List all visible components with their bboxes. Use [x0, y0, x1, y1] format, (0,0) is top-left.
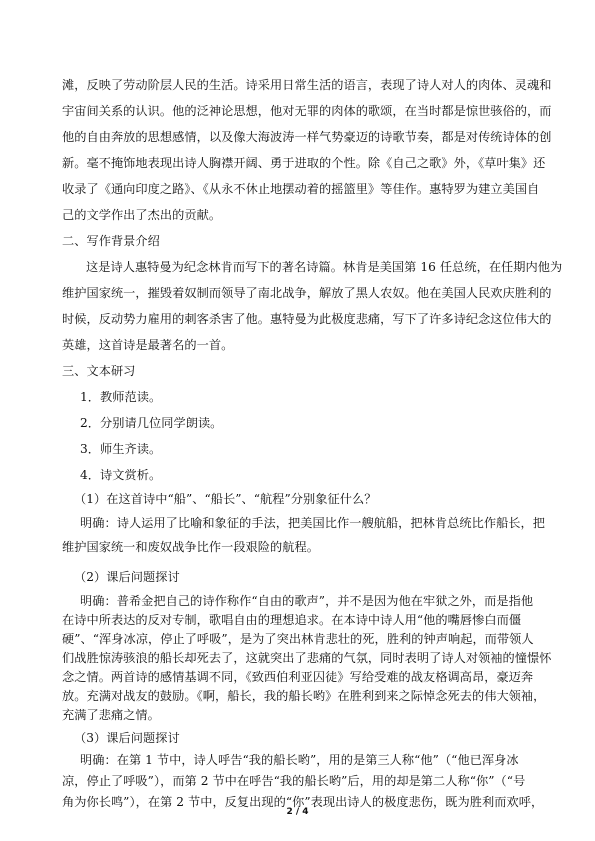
paragraph-line: 这是诗人惠特曼为纪念林肯而写下的著名诗篇。林肯是美国第 16 任总统，在任期内他为 — [86, 260, 563, 274]
answer-line: 角为你长鸣”），在第 2 节中，反复出现的“你”表现出诗人的极度悲伤，既为胜利而欢呼， — [62, 795, 544, 809]
answer-line: 维护国家统一和废奴战争比作一段艰险的航程。 — [62, 540, 319, 554]
paragraph-line: 新。毫不掩饰地表现出诗人胸襟开阔、勇于进取的个性。除《自己之歌》外，《草叶集》还 — [62, 156, 546, 170]
answer-line: 凉，停止了呼吸”），而第 2 节中在呼告“我的船长哟”后，用的却是第二人称“你”（“号 — [62, 774, 526, 788]
answer-line: 硬”、“浑身冰凉，停止了呼吸”，是为了突出林肯悲壮的死，胜利的钟声响起，而带领人 — [62, 632, 534, 646]
paragraph-line: 维护国家统一，摧毁着奴制而领导了南北战争，解放了黑人农奴。他在美国人民欢庆胜利的 — [62, 286, 552, 300]
answer-line: 在诗中所表达的反对专制，歌唱自由的理想追求。在本诗中诗人用“他的嘴唇惨白而僵 — [62, 613, 522, 627]
answer-line: 明确：普希金把自己的诗作称作“自由的歌声”，并不是因为他在牢狱之外，而是指他 — [80, 594, 534, 608]
paragraph-line: 收录了《通向印度之路》、《从永不休止地摆动着的摇篮里》等佳作。惠特罗为建立美国自 — [62, 182, 540, 196]
question-3: （3）课后问题探讨 — [74, 731, 180, 745]
answer-line: 明确：在第 1 节中，诗人呼告“我的船长哟”，用的是第三人称“他”（“他已浑身冰 — [80, 753, 519, 767]
section-heading-study: 三、文本研习 — [62, 364, 136, 378]
paragraph-line: 滩，反映了劳动阶层人民的生活。诗采用日常生活的语言，表现了诗人对人的肉体、灵魂和 — [62, 78, 552, 92]
list-item: 4．诗文赏析。 — [80, 468, 162, 482]
answer-line: 明确：诗人运用了比喻和象征的手法，把美国比作一艘航船，把林肯总统比作船长，把 — [80, 516, 546, 530]
question-1: （1）在这首诗中“船”、“船长”、“航程”分别象征什么？ — [74, 492, 377, 506]
question-2: （2）课后问题探讨 — [74, 570, 180, 584]
list-item: 3．师生齐读。 — [80, 442, 162, 456]
section-heading-background: 二、写作背景介绍 — [62, 234, 160, 248]
answer-line: 充满了悲痛之情。 — [62, 708, 160, 722]
paragraph-line: 时候，反动势力雇用的刺客杀害了他。惠特曼为此极度悲痛，写下了许多诗纪念这位伟大的 — [62, 312, 552, 326]
answer-line: 念之情。两首诗的感情基调不同，《致西伯利亚囚徒》写给受难的战友格调高昂，豪迈奔 — [62, 670, 534, 684]
answer-line: 放。充满对战友的鼓励。《啊，船长，我的船长哟》在胜利到来之际悼念死去的伟大领袖， — [62, 689, 546, 703]
list-item: 1．教师范读。 — [80, 390, 162, 404]
paragraph-line: 他的自由奔放的思想感情，以及像大海波涛一样气势豪迈的诗歌节奏，都是对传统诗体的创 — [62, 130, 552, 144]
list-item: 2．分别请几位同学朗读。 — [80, 416, 223, 430]
paragraph-line: 英雄，这首诗是最著名的一首。 — [62, 338, 234, 352]
page-number: 2 / 4 — [286, 807, 309, 817]
paragraph-line: 己的文学作出了杰出的贡献。 — [62, 208, 222, 222]
answer-line: 们战胜惊涛骇浪的船长却死去了，这就突出了悲痛的气氛，同时表明了诗人对领袖的憧憬怀 — [62, 651, 552, 665]
paragraph-line: 宇宙间关系的认识。他的泛神论思想，他对无罪的肉体的歌颂，在当时都是惊世骇俗的，而 — [62, 104, 552, 118]
